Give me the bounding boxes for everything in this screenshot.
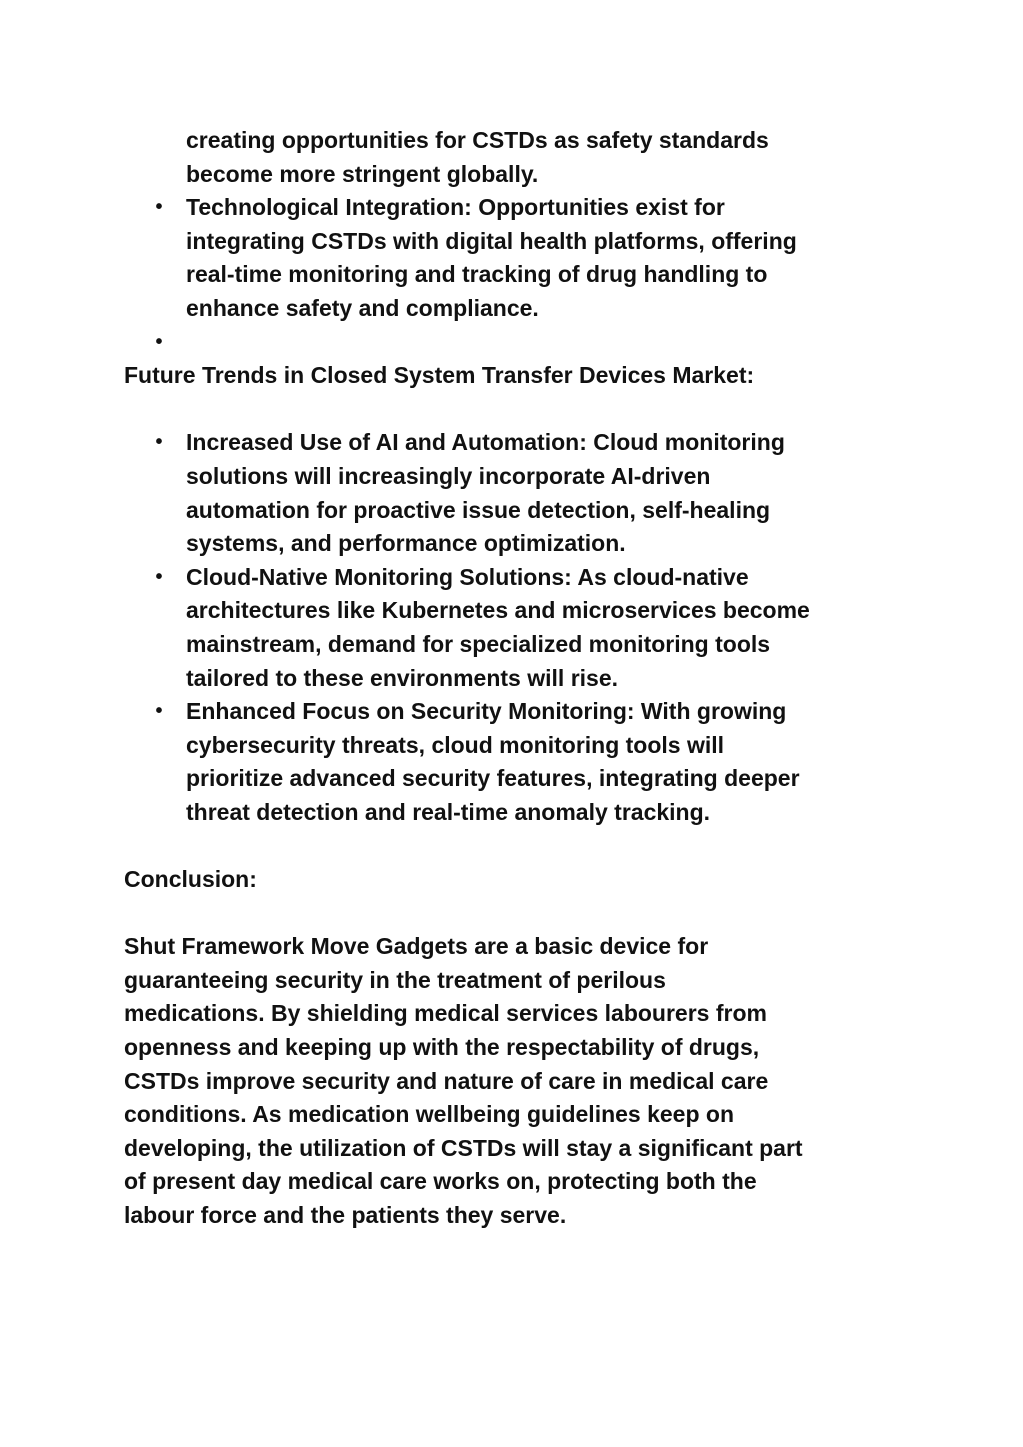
list-item — [124, 426, 914, 560]
list-item — [124, 561, 914, 695]
list-item — [124, 695, 914, 829]
list-item-line: Enhanced Focus on Security Monitoring: With growing — [186, 698, 787, 725]
list-item-line: cybersecurity threats, cloud monitoring tools will — [186, 731, 725, 758]
paragraph-line: openness and keeping up with the respectability of drugs, — [124, 1034, 760, 1061]
paragraph-line: of present day medical care works on, protecting both the — [124, 1168, 757, 1195]
paragraph-line: medications. By shielding medical services labourers from — [124, 1000, 767, 1027]
bullet-icon: • — [155, 565, 163, 588]
section-heading-conclusion: Conclusion: — [124, 866, 257, 893]
list-item-empty — [124, 326, 914, 360]
document-page — [124, 124, 914, 1233]
bullet-icon: • — [155, 196, 163, 219]
list-item-line: prioritize advanced security features, integrating deeper — [186, 765, 800, 792]
section-heading-trends: Future Trends in Closed System Transfer Devices Market: — [124, 362, 755, 389]
list-item-line: solutions will increasingly incorporate AI-driven — [186, 462, 711, 489]
bullet-icon: • — [155, 431, 163, 454]
paragraph-line: labour force and the patients they serve. — [124, 1202, 567, 1228]
list-item-line: automation for proactive issue detection, self-healing — [186, 496, 771, 523]
list-item-line: enhance safety and compliance. — [186, 294, 539, 321]
list-item-line: creating opportunities for CSTDs as safety standards — [186, 127, 769, 153]
paragraph-line: Shut Framework Move Gadgets are a basic device for — [124, 933, 709, 960]
list-item-line: systems, and performance optimization. — [186, 530, 626, 557]
spacer — [124, 829, 914, 863]
paragraph-line: developing, the utilization of CSTDs will stay a significant part — [124, 1134, 803, 1161]
trends-list — [124, 426, 914, 829]
list-item-continued — [124, 124, 914, 191]
list-item-line: tailored to these environments will rise. — [186, 664, 619, 691]
opportunities-list — [124, 191, 914, 359]
list-item — [124, 191, 914, 325]
paragraph-line: CSTDs improve security and nature of care in medical care — [124, 1067, 769, 1094]
list-item-line: real-time monitoring and tracking of drug handling to — [186, 261, 768, 288]
bullet-icon: • — [155, 330, 163, 353]
list-item-line: architectures like Kubernetes and microservices become — [186, 597, 810, 624]
paragraph-line: guaranteeing security in the treatment of perilous — [124, 966, 666, 993]
list-item-line: Technological Integration: Opportunities exist for — [186, 194, 725, 221]
list-item-line: integrating CSTDs with digital health platforms, offering — [186, 227, 797, 254]
conclusion-paragraph — [124, 930, 914, 1232]
list-item-line: threat detection and real-time anomaly tracking. — [186, 798, 711, 825]
spacer — [124, 897, 914, 931]
spacer — [124, 393, 914, 427]
paragraph-line: conditions. As medication wellbeing guidelines keep on — [124, 1101, 735, 1128]
list-item-line: become more stringent globally. — [186, 160, 539, 187]
list-item-line: Increased Use of AI and Automation: Cloud monitoring — [186, 429, 785, 456]
bullet-icon: • — [155, 700, 163, 723]
list-item-line: mainstream, demand for specialized monitoring tools — [186, 630, 771, 657]
empty-line — [186, 326, 914, 360]
list-item-line: Cloud-Native Monitoring Solutions: As cloud-native — [186, 563, 749, 590]
